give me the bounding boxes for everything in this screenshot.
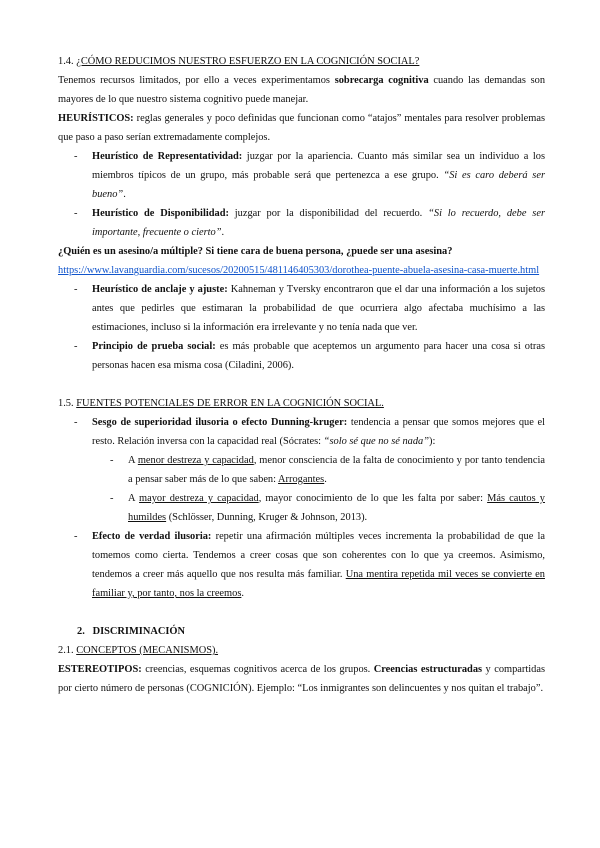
dash-bullet: - — [74, 417, 78, 428]
dash-bullet: - — [74, 151, 78, 162]
document-page — [58, 52, 545, 698]
section-title: ¿CÓMO REDUCIMOS NUESTRO ESFUERZO EN LA COGNICIÓN SOCIAL? — [76, 56, 420, 67]
paragraph-estereotipos: ESTEREOTIPOS: creencias, esquemas cognitivos acerca de los grupos. Creencias estructuradas y compartidas por cierto número de personas (COGNICIÓN). Ejemplo: “Los inmigrantes son delincuentes y nos quitan el trabajo”. — [58, 664, 545, 694]
news-link-anchor[interactable]: https://www.lavanguardia.com/sucesos/20200515/481146405303/dorothea-puente-abuela-asesina-casa-muerte.html — [58, 265, 540, 276]
section-2-heading — [58, 622, 545, 641]
list-item: - Sesgo de superioridad ilusoria o efecto Dunning-kruger: tendencia a pensar que somos mejores que el resto. Relación inversa con la capacidad real (Sócrates: “solo sé que no sé nada”): — [58, 413, 545, 451]
question-line: ¿Quién es un asesino/a múltiple? Si tiene cara de buena persona, ¿puede ser una asesina? — [58, 246, 453, 257]
dash-bullet: - — [74, 531, 78, 542]
sub-list-item: - A menor destreza y capacidad, menor consciencia de la falta de conocimiento y por tanto tendencia a pensar saber más de lo que saben: Arrogantes. — [58, 451, 545, 489]
section-2-1-heading — [58, 641, 545, 660]
news-link[interactable] — [58, 261, 545, 280]
list-item: - Heurístico de anclaje y ajuste: Kahneman y Tversky encontraron que el dar una información a los sujetos antes que pedirles que estimaran la probabilidad de que ocurriera algo afectaba muchísimo a las estimaciones, incluso si la información era irrelevante y no tenía nada que ver. — [58, 280, 545, 337]
section-1-4-heading — [58, 52, 545, 71]
section-number: 1.4. — [58, 56, 74, 67]
paragraph-heuristicos: HEURÍSTICOS: reglas generales y poco definidas que funcionan como “atajos” mentales para resolver problemas que paso a paso serían extremadamente complejos. — [58, 113, 545, 143]
list-item: - Heurístico de Representatividad: juzgar por la apariencia. Cuanto más similar sea un individuo a los miembros típicos de un grupo, más probable será que pertenezca a ese grupo. “Si es caro deberá ser bueno”. — [58, 147, 545, 204]
section-number: 1.5. — [58, 398, 74, 409]
dash-bullet: - — [110, 493, 114, 504]
dash-bullet: - — [110, 455, 114, 466]
section-title: CONCEPTOS (MECANISMOS). — [76, 645, 219, 656]
sub-list-item: - A mayor destreza y capacidad, mayor conocimiento de lo que les falta por saber: Más cautos y humildes (Schlösser, Dunning, Kruger & Johnson, 2013). — [58, 489, 545, 527]
paragraph-sobrecarga: Tenemos recursos limitados, por ello a veces experimentamos sobrecarga cognitiva cuando las demandas son mayores de lo que nuestro sistema cognitivo puede manejar. — [58, 75, 546, 105]
section-title: DISCRIMINACIÓN — [92, 626, 185, 637]
list-item: - Principio de prueba social: es más probable que aceptemos un argumento para hacer una cosa si otras personas hacen esa misma cosa (Ciladini, 2006). — [58, 337, 545, 375]
section-title: FUENTES POTENCIALES DE ERROR EN LA COGNICIÓN SOCIAL. — [76, 398, 384, 409]
list-item: - Heurístico de Disponibilidad: juzgar por la disponibilidad del recuerdo. “Si lo recuerdo, debe ser importante, frecuente o cierto”. — [58, 204, 545, 242]
section-number: 2.1. — [58, 645, 74, 656]
section-1-5-heading — [58, 394, 545, 413]
dash-bullet: - — [74, 208, 78, 219]
dash-bullet: - — [74, 284, 78, 295]
list-item: - Efecto de verdad ilusoria: repetir una afirmación múltiples veces incrementa la probabilidad de que la tomemos como cierta. Tendemos a creer cosas que son coherentes con lo que ya creemos. Asimismo, tendemos a creer más aquello que nos resulta más familiar. Una mentira repetida mil veces se convierte en familiar y, por tanto, nos la creemos. — [58, 527, 545, 603]
dash-bullet: - — [74, 341, 78, 352]
section-number: 2. — [77, 626, 85, 637]
